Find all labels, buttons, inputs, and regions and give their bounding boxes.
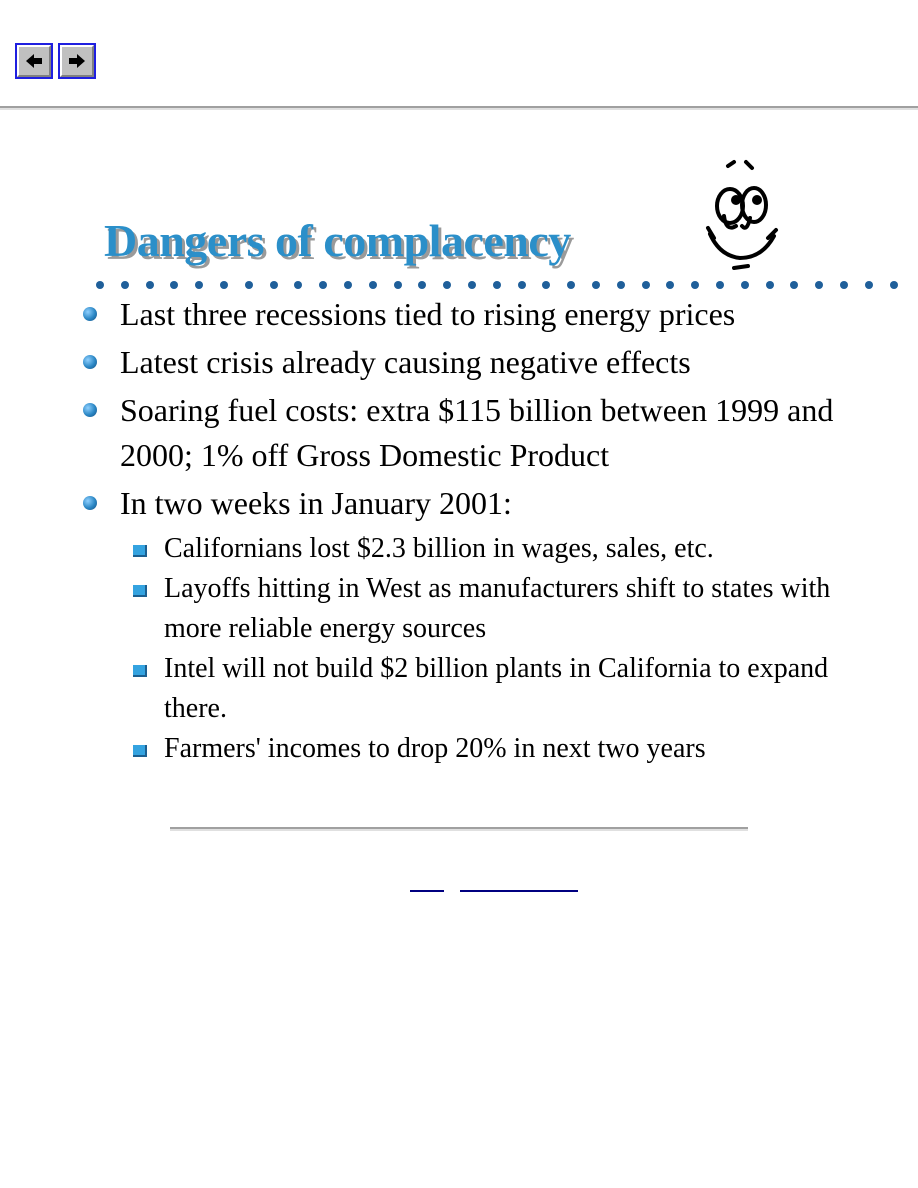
previous-slide-button[interactable] xyxy=(15,43,53,79)
slide-navigation xyxy=(15,43,96,79)
footer-link-second[interactable] xyxy=(460,876,578,892)
next-slide-button[interactable] xyxy=(58,43,96,79)
sub-bullet-list xyxy=(0,529,918,769)
sub-list-item: Intel will not build $2 billion plants in California to expand there. xyxy=(0,649,884,729)
square-bullet-icon xyxy=(133,545,147,557)
bullet-list xyxy=(0,292,918,769)
list-item: Latest crisis already causing negative effects xyxy=(0,340,918,385)
square-bullet-icon xyxy=(133,665,147,677)
list-item: Soaring fuel costs: extra $115 billion between 1999 and 2000; 1% off Gross Domestic Product xyxy=(0,388,860,478)
list-item: In two weeks in January 2001: xyxy=(0,481,918,526)
slide-title: Dangers of complacency xyxy=(104,215,571,266)
bullet-icon xyxy=(83,403,97,417)
arrow-left-icon xyxy=(25,53,43,69)
sub-list-item: Farmers' incomes to drop 20% in next two years xyxy=(0,729,918,769)
bullet-icon xyxy=(83,496,97,510)
list-item: Last three recessions tied to rising energy prices xyxy=(0,292,918,337)
sub-list-item: Californians lost $2.3 billion in wages, sales, etc. xyxy=(0,529,918,569)
bullet-icon xyxy=(83,355,97,369)
square-bullet-icon xyxy=(133,585,147,597)
smiley-face-icon xyxy=(700,156,784,274)
header-divider xyxy=(0,106,918,110)
footer-divider xyxy=(170,827,748,831)
bullet-icon xyxy=(83,307,97,321)
sub-list-item: Layoffs hitting in West as manufacturers shift to states with more reliable energy sources xyxy=(0,569,844,649)
arrow-right-icon xyxy=(68,53,86,69)
square-bullet-icon xyxy=(133,745,147,757)
footer-link-first[interactable] xyxy=(410,876,444,892)
